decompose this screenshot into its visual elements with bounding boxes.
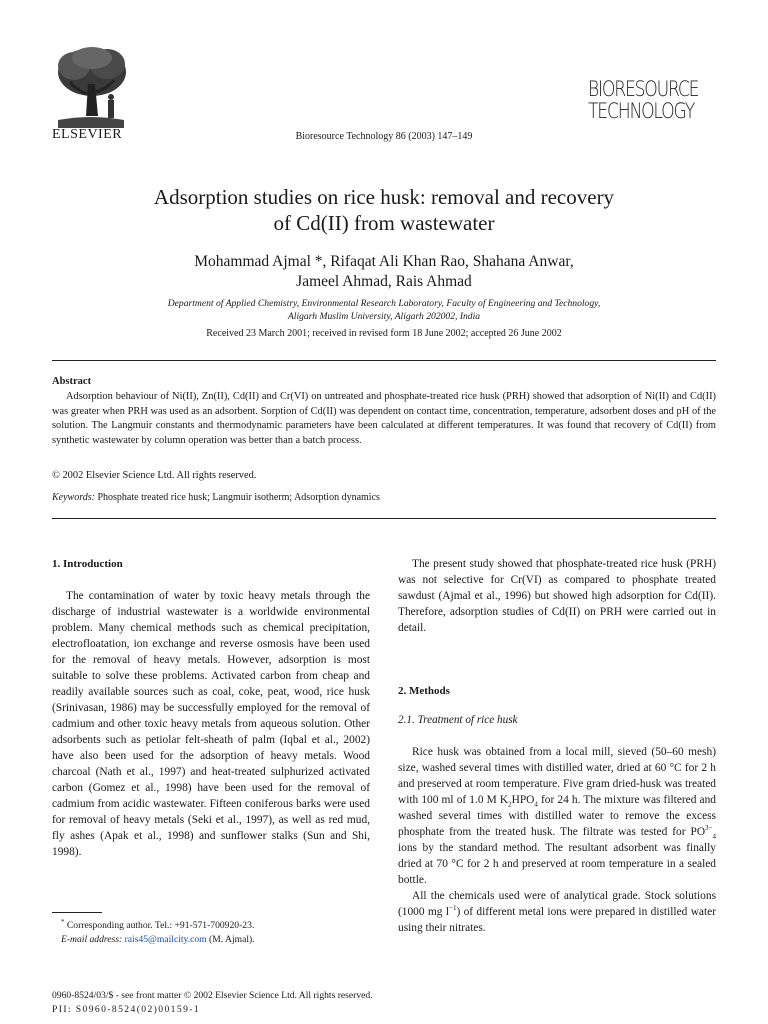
para3-b: ) of different metal ions were prepared in distilled water using their nitrates. [398, 906, 716, 934]
introduction-heading: 1. Introduction [52, 558, 123, 570]
article-title [0, 184, 768, 236]
email-link[interactable]: rais45@mailcity.com [124, 933, 207, 945]
title-line2: of Cd(II) from wastewater [273, 211, 495, 235]
authors-line1: Mohammad Ajmal *, Rifaqat Ali Khan Rao, Shahana Anwar, [194, 253, 574, 270]
para2-a: Rice husk was obtained from a local mill, sieved (50–60 mesh) size, washed several times with distilled water, dried at 60 °C for 2 h and preserved at room temperature. Five gram dried-husk was treated with 100 ml of 1.0 M K [398, 746, 716, 806]
footnote [52, 919, 370, 946]
elsevier-tree-logo [52, 44, 130, 130]
article-dates: Received 23 March 2001; received in revised form 18 June 2002; accepted 26 June 2002 [206, 328, 562, 339]
introduction-body [52, 588, 370, 860]
keywords-label: Keywords: [52, 492, 95, 503]
methods-heading: 2. Methods [398, 685, 450, 697]
page-footer [52, 989, 373, 1016]
para2-d: ions by the standard method. The resultant adsorbent was finally dried at 70 °C for 2 h and preserved at room temperature in a sealed bottle. [398, 842, 716, 886]
right-paragraph-3 [398, 888, 716, 936]
subscript-2: 2 [508, 800, 512, 809]
authors-line2: Jameel Ahmad, Rais Ahmad [296, 273, 472, 290]
journal-logo-line1: BIORESOURCE [588, 77, 699, 101]
introduction-paragraph: The contamination of water by toxic heavy metals through the discharge of industrial wastewater is a worldwide environmental problem. Many chemical methods such as chemical precipitation, electrofloatation, ion exchange and reverse osmosis have been used for the removal of heavy metals. However, adsorption is most suitable to solve these problems. Activated carbon from cheap and readily available sources such as coal, coke, peat, wood, rice husk (Srinivasan, 1986) may be successfully employed for the removal of cadmium and other toxic heavy metals from aqueous solution. Other adsorbents such as petiolar felt-sheath of palm (Iqbal et al., 2002) have also been used for the adsorption of heavy metals. Wood charcoal (Nath et al., 1997) and heat-treated sulphurized activated carbon (Gomez et al., 1998) have been used for the removal of cadmium from acidic wastewater. Fifteen coniferous barks were used for removal of heavy metals (Seki et al., 1997), as well as red mud, fly ashes (Apak et al., 1998) and sunflower stalks (Sun and Shi, 1998). [52, 590, 370, 858]
title-line1: Adsorption studies on rice husk: removal and recovery [153, 185, 615, 209]
affiliation-line2: Aligarh Muslim University, Aligarh 202002, India [287, 311, 481, 322]
footnote-email-line [52, 933, 370, 947]
author-list [0, 252, 768, 292]
ion-subscript: 4 [712, 832, 716, 841]
subsection-heading: 2.1. Treatment of rice husk [398, 714, 518, 726]
pii-line: PII: S0960-8524(02)00159-1 [52, 1003, 201, 1015]
abstract-text: Adsorption behaviour of Ni(II), Zn(II), Cd(II) and Cr(VI) on untreated and phosphate-treated rice husk (PRH) showed that adsorption of Ni(II) and Cd(II) was greater when PRH was used as an adsorbent. Sorption of Cd(II) was dependent on contact time, concentration, temperature, adsorbent doses and pH of the solution. The Langmuir constants and thermodynamic parameters have been calculated at different temperatures. It was found that recovery of Cd(II) from synthetic wastewater by column operation was better than a batch process. [52, 391, 716, 446]
abstract-copyright: © 2002 Elsevier Science Ltd. All rights reserved. [52, 470, 257, 481]
journal-logo [588, 78, 703, 122]
front-matter-line: 0960-8524/03/$ - see front matter © 2002 Elsevier Science Ltd. All rights reserved. [52, 990, 373, 1001]
publisher-name: ELSEVIER [52, 127, 123, 142]
para2-b: HPO [511, 794, 535, 806]
methods-body [398, 744, 716, 936]
abstract-heading: Abstract [52, 376, 92, 387]
footnote-rule [52, 912, 102, 913]
corresponding-author-text: Corresponding author. Tel.: +91-571-700920-23. [66, 920, 255, 931]
email-suffix: (M. Ajmal). [209, 933, 255, 945]
abstract-body [52, 390, 716, 448]
right-paragraph-2 [398, 744, 716, 888]
divider-top [52, 360, 716, 361]
journal-logo-line2: TECHNOLOGY [588, 99, 695, 123]
subscript-4: 4 [534, 800, 538, 809]
affiliation-line1: Department of Applied Chemistry, Environmental Research Laboratory, Faculty of Engineering and Technology, [167, 298, 601, 309]
para3-a: All the chemicals used were of analytical grade. Stock solutions (1000 mg l [398, 890, 716, 918]
footnote-corresponding [52, 919, 370, 933]
affiliation [0, 297, 768, 323]
right-column-intro [398, 556, 716, 636]
right-paragraph-1: The present study showed that phosphate-treated rice husk (PRH) was not selective for Cr(VI) as compared to phosphate treated sawdust (Ajmal et al., 1996) but showed high adsorption for Cd(II). Therefore, adsorption studies of Cd(II) on PRH were carried out in detail. [398, 558, 716, 634]
journal-citation: Bioresource Technology 86 (2003) 147–149 [295, 131, 473, 142]
ion-superscript: 3− [705, 824, 713, 833]
footnote-mark: * [61, 917, 65, 926]
keywords-text: Phosphate treated rice husk; Langmuir isotherm; Adsorption dynamics [97, 492, 380, 503]
unit-superscript: −1 [449, 904, 457, 913]
para2-c: for 24 h. The mixture was filtered and washed several times with distilled water to remove the excess phosphate from the treated husk. The filtrate was tested for PO [398, 794, 716, 838]
email-label: E-mail address: [61, 933, 123, 945]
divider-abstract [52, 518, 716, 519]
keywords [52, 492, 380, 503]
